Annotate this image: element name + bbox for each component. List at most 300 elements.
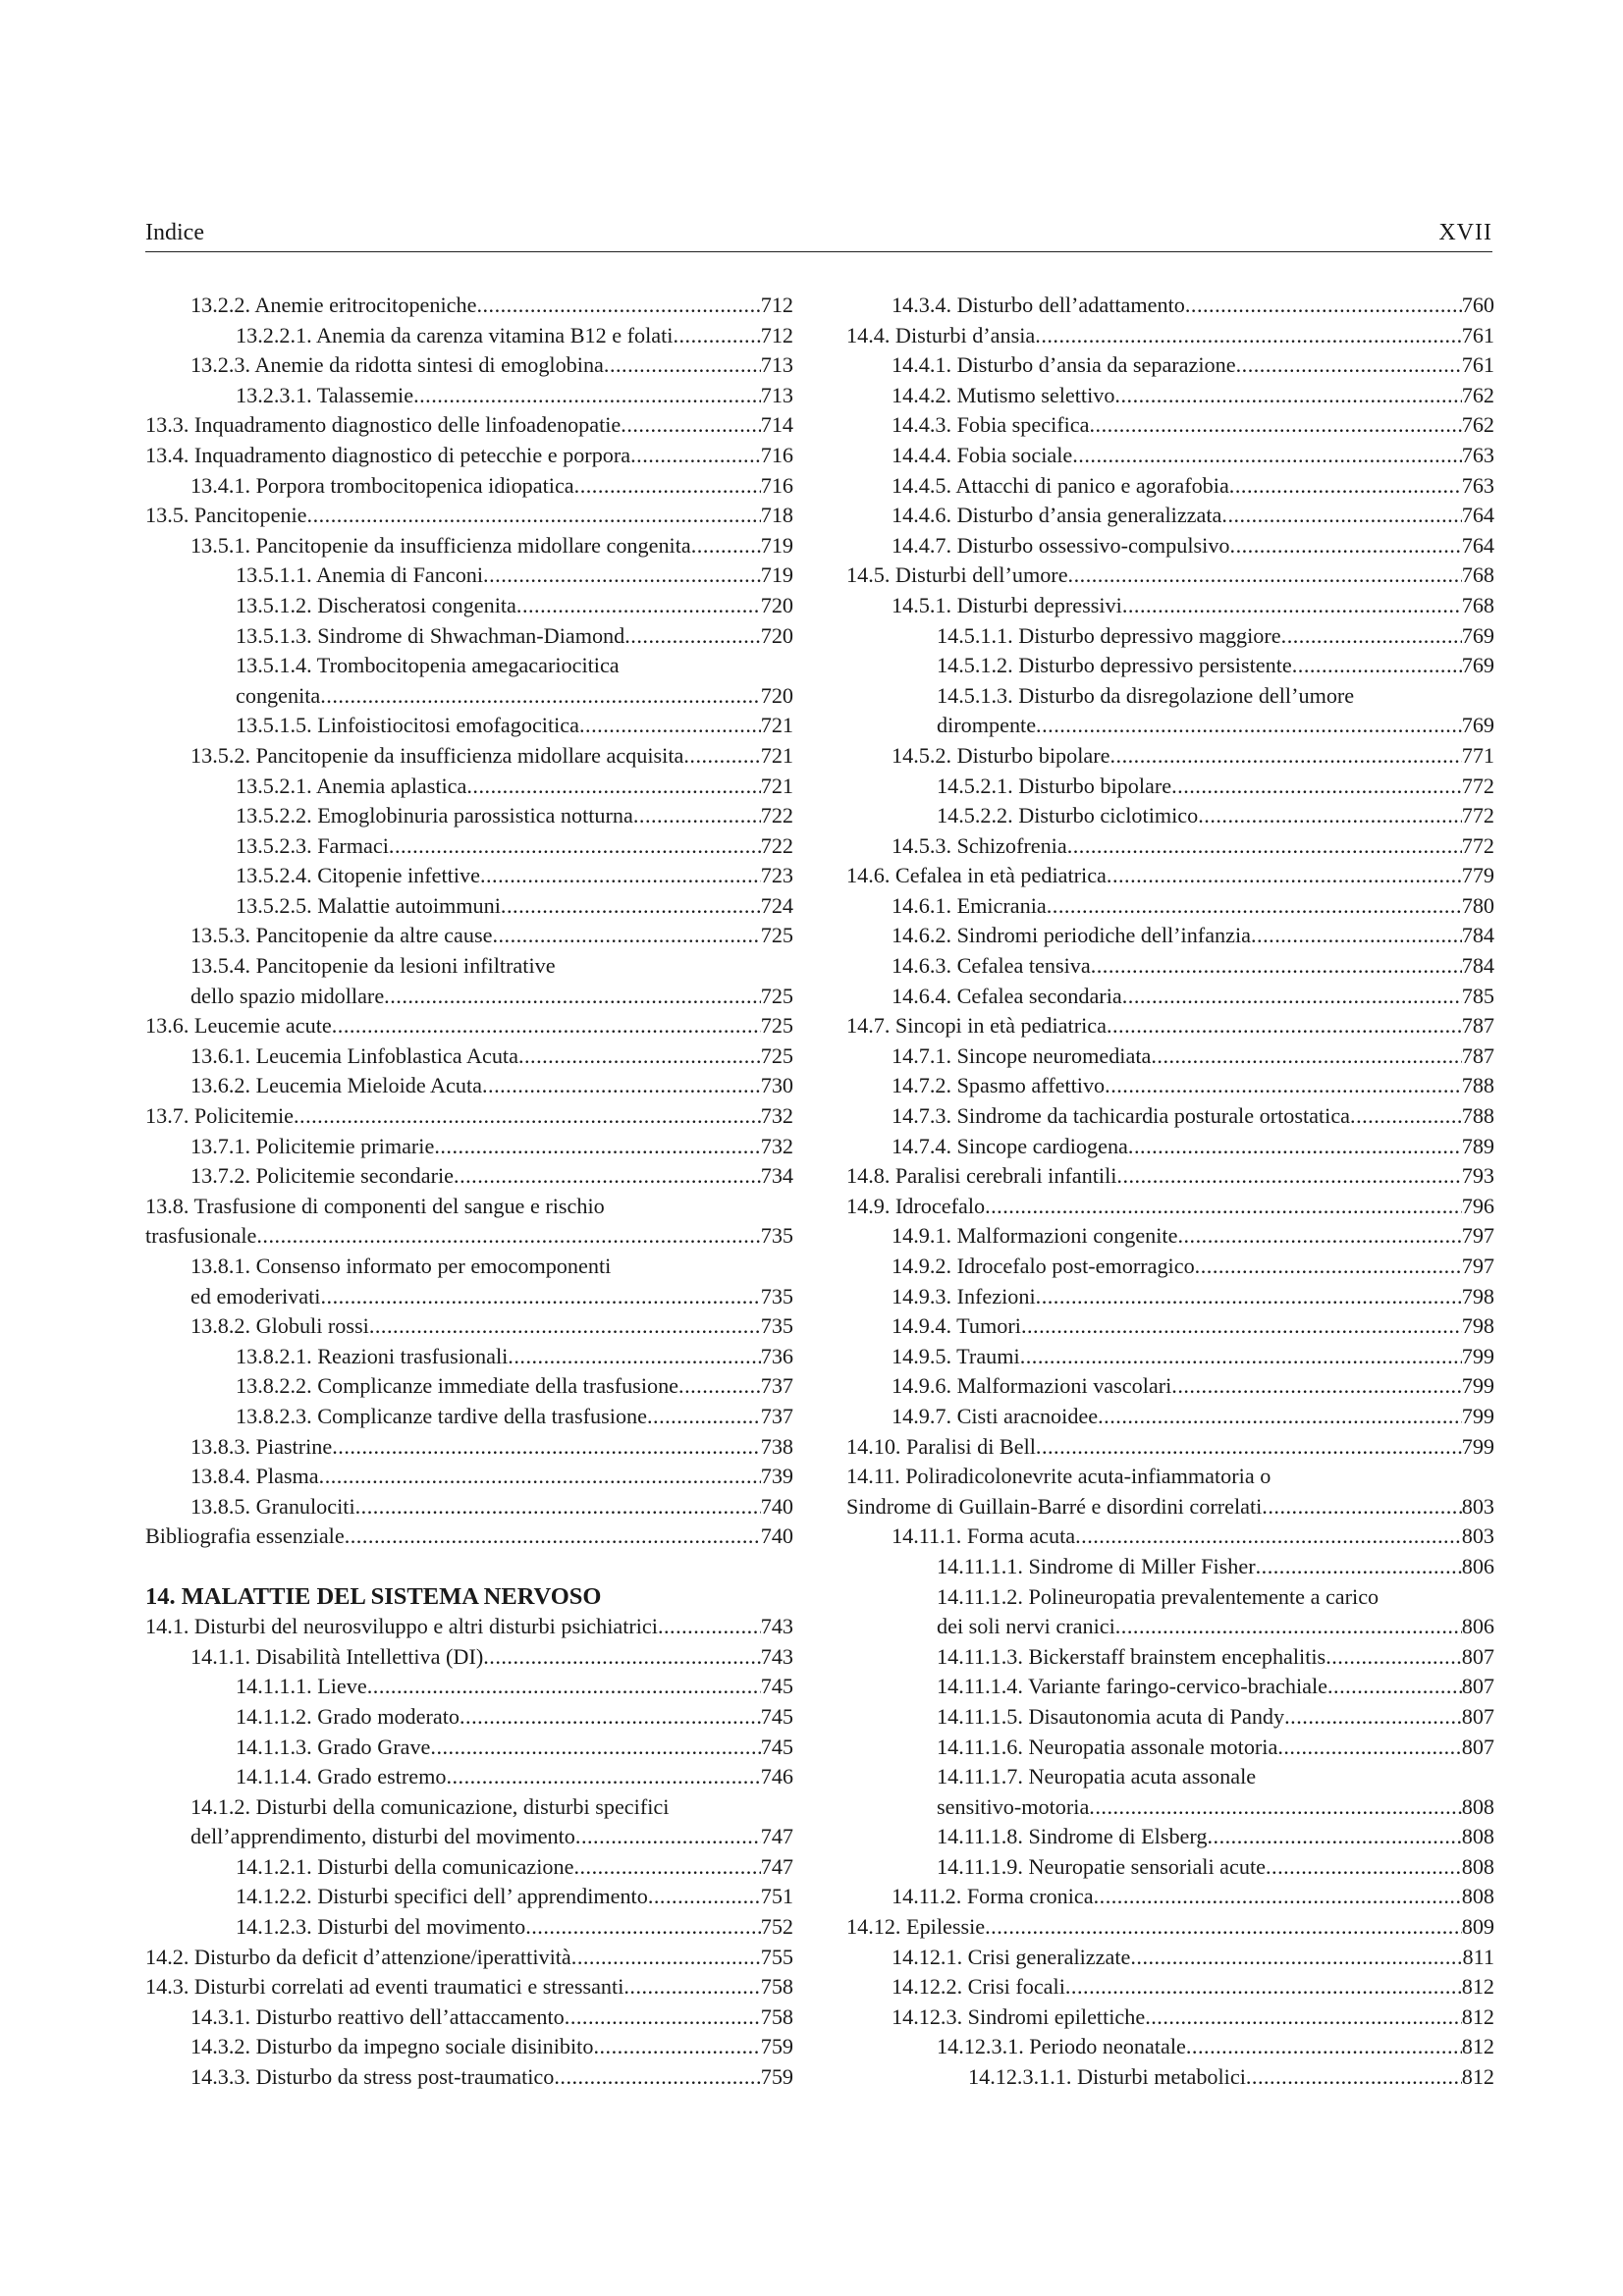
toc-entry [145, 1912, 793, 1943]
dot-leader [320, 1282, 760, 1312]
toc-entry-title: 14.6. Cefalea in età pediatrica [846, 863, 1107, 888]
toc-entry-title: 13.5.2. Pancitopenie da insufficienza midollare acquisita [190, 742, 684, 768]
toc-page-number: 808 [1461, 1793, 1494, 1819]
toc-page-number: 812 [1461, 1974, 1494, 2000]
toc-page-number: 735 [760, 1283, 793, 1308]
toc-entry-title: 14.1.1. Disabilità Intellettiva (DI) [190, 1643, 484, 1669]
dot-leader [623, 1972, 760, 2002]
toc-entry-title: 14.11.1.9. Neuropatie sensoriali acute [937, 1853, 1266, 1879]
dot-leader [1107, 861, 1462, 891]
dot-leader [1177, 1221, 1461, 1252]
toc-entry [145, 1161, 793, 1192]
toc-entry-title: 14.4.5. Attacchi di panico e agorafobia [892, 472, 1229, 498]
toc-entry [846, 321, 1494, 351]
toc-entry-title: 14.9.4. Tumori [892, 1313, 1021, 1339]
toc-entry-title: 14.10. Paralisi di Bell [846, 1433, 1036, 1459]
toc-entry-title: 14.11.1.8. Sindrome di Elsberg [937, 1824, 1208, 1849]
toc-entry [846, 441, 1494, 471]
toc-entry-title: 14.1.1.1. Lieve [236, 1674, 367, 1699]
toc-entry-title: 14.7.4. Sincope cardiogena [892, 1133, 1128, 1158]
toc-entry-title: 14.12.1. Crisi generalizzate [892, 1944, 1131, 1969]
toc-page-number: 721 [760, 773, 793, 798]
toc-page-number: 796 [1461, 1193, 1494, 1218]
toc-entry-title: 13.6.2. Leucemia Mieloide Acuta [190, 1073, 482, 1098]
toc-page-number: 738 [760, 1433, 793, 1459]
toc-entry-title: 13.7. Policitemie [145, 1103, 294, 1129]
toc-entry-title: 14.9.5. Traumi [892, 1343, 1020, 1368]
toc-entry [145, 1282, 793, 1312]
dot-leader [1036, 1432, 1462, 1463]
toc-entry [145, 1132, 793, 1162]
toc-page-number: 803 [1461, 1523, 1494, 1549]
toc-entry [846, 350, 1494, 381]
toc-entry-title: 13.2.3.1. Talassemie [236, 382, 414, 407]
toc-entry [145, 1311, 793, 1342]
toc-entry-title: 14.11.1.1. Sindrome di Miller Fisher [937, 1553, 1256, 1578]
chapter-heading: 14. MALATTIE DEL SISTEMA NERVOSO [145, 1582, 602, 1610]
toc-entry-title: sensitivo-motoria [937, 1793, 1090, 1819]
dot-leader [1094, 1882, 1462, 1912]
toc-entry [145, 1852, 793, 1883]
toc-page-number: 807 [1461, 1674, 1494, 1699]
dot-leader [1114, 381, 1461, 411]
toc-entry [145, 1221, 793, 1252]
dot-leader [369, 1311, 761, 1342]
toc-entry-title: 14.7.3. Sindrome da tachicardia posturale ortostatica [892, 1103, 1351, 1129]
toc-entry [145, 982, 793, 1012]
toc-page-number: 739 [760, 1464, 793, 1489]
toc-entry-title: 14.5.3. Schizofrenia [892, 832, 1067, 858]
dot-leader [554, 2062, 760, 2093]
toc-entry [145, 1342, 793, 1372]
running-head: Indice [145, 220, 204, 245]
toc-entry [846, 1432, 1494, 1463]
toc-entry [846, 1041, 1494, 1072]
toc-entry [145, 2032, 793, 2062]
toc-entry [846, 711, 1494, 741]
toc-entry [145, 561, 793, 591]
toc-page-number: 735 [760, 1313, 793, 1339]
toc-page-number: 745 [760, 1674, 793, 1699]
toc-page-number: 808 [1461, 1824, 1494, 1849]
toc-entry [145, 1972, 793, 2002]
toc-page-number: 799 [1461, 1433, 1494, 1459]
dot-leader [1145, 2002, 1462, 2033]
toc-page-number: 787 [1461, 1042, 1494, 1068]
dot-leader [508, 1342, 760, 1372]
dot-leader [1021, 1311, 1462, 1342]
toc-page-number: 732 [760, 1103, 793, 1129]
toc-entry-title: 13.5.2.1. Anemia aplastica [236, 773, 467, 798]
toc-entry [846, 801, 1494, 831]
toc-entry-title: 14.4.2. Mutismo selettivo [892, 382, 1115, 407]
dot-leader [1327, 1672, 1462, 1702]
toc-entry-title: 14.3.1. Disturbo reattivo dell’attaccamento [190, 2003, 565, 2029]
toc-entry [145, 741, 793, 772]
dot-leader [1036, 711, 1462, 741]
dot-leader [1230, 531, 1462, 561]
toc-page-number: 799 [1461, 1343, 1494, 1368]
toc-page-number: 736 [760, 1343, 793, 1368]
dot-leader [621, 410, 760, 441]
dot-leader [256, 1221, 760, 1252]
toc-page-number: 720 [760, 592, 793, 617]
dot-leader [307, 501, 761, 531]
toc-entry [846, 1221, 1494, 1252]
dot-leader [579, 711, 761, 741]
dot-leader [575, 1822, 761, 1852]
toc-page-number: 734 [760, 1163, 793, 1189]
toc-page-number: 798 [1461, 1313, 1494, 1339]
toc-entry-line: 14.11.1.2. Polineuropatia prevalentemente a carico [937, 1583, 1380, 1609]
toc-page-number: 764 [1461, 532, 1494, 558]
toc-entry-title: 13.5.1. Pancitopenie da insufficienza midollare congenita [190, 532, 691, 558]
dot-leader [466, 772, 760, 802]
toc-page-number: 798 [1461, 1283, 1494, 1308]
toc-entry [846, 1912, 1494, 1943]
toc-entry [846, 1132, 1494, 1162]
dot-leader [1115, 1612, 1462, 1642]
toc-page-number: 737 [760, 1403, 793, 1428]
toc-page-number: 812 [1461, 2003, 1494, 2029]
toc-entry [145, 1071, 793, 1101]
toc-page-number: 730 [760, 1073, 793, 1098]
toc-entry-title: 14.5.1. Disturbi depressivi [892, 592, 1122, 617]
toc-page-number: 743 [760, 1643, 793, 1669]
dot-leader [384, 982, 761, 1012]
toc-entry [846, 2002, 1494, 2033]
toc-page-number: 725 [760, 923, 793, 948]
toc-entry [145, 321, 793, 351]
toc-page-number: 732 [760, 1133, 793, 1158]
toc-page-number: 771 [1461, 742, 1494, 768]
toc-entry-title: dei soli nervi cranici [937, 1614, 1115, 1639]
dot-leader [413, 381, 761, 411]
toc-page-number: 721 [760, 713, 793, 738]
toc-entry [846, 921, 1494, 951]
toc-entry-title: 14.4.3. Fobia specifica [892, 412, 1090, 438]
toc-entry [846, 772, 1494, 802]
dot-leader [1236, 350, 1462, 381]
toc-page-number: 797 [1461, 1223, 1494, 1249]
toc-entry-title: 13.5.1.2. Discheratosi congenita [236, 592, 516, 617]
toc-entry [846, 1192, 1494, 1222]
toc-entry [846, 741, 1494, 772]
dot-leader [501, 891, 761, 922]
toc-page-number: 807 [1461, 1734, 1494, 1759]
toc-right-column [846, 291, 1494, 2093]
toc-page-number: 807 [1461, 1703, 1494, 1729]
dot-leader [604, 350, 761, 381]
dot-leader [573, 1852, 760, 1883]
dot-leader [1122, 982, 1462, 1012]
dot-leader [1262, 1492, 1461, 1522]
dot-leader [454, 1161, 761, 1192]
dot-leader [1325, 1642, 1462, 1673]
toc-entry [846, 1522, 1494, 1552]
toc-page-number: 747 [760, 1824, 793, 1849]
toc-page-number: 712 [760, 293, 793, 317]
toc-entry-title: 14.11.2. Forma cronica [892, 1884, 1094, 1909]
toc-entry-title: 14.7.1. Sincope neuromediata [892, 1042, 1152, 1068]
toc-page-number: 809 [1461, 1914, 1494, 1940]
toc-page-number: 806 [1461, 1553, 1494, 1578]
dot-leader [434, 1132, 760, 1162]
dot-leader [624, 621, 760, 652]
toc-entry-title: 14.5.1.2. Disturbo depressivo persistente [937, 653, 1292, 678]
dot-leader [673, 321, 760, 351]
toc-entry-title: 14.12.3. Sindromi epilettiche [892, 2003, 1146, 2029]
toc-entry [846, 2032, 1494, 2062]
toc-page-number: 719 [760, 562, 793, 588]
toc-page-number: 725 [760, 1013, 793, 1039]
toc-page-number: 716 [760, 442, 793, 467]
toc-entry [846, 1972, 1494, 2002]
toc-page-number: 725 [760, 1042, 793, 1068]
dot-leader [1195, 1252, 1462, 1282]
dot-leader [1251, 921, 1462, 951]
toc-page-number: 768 [1461, 562, 1494, 588]
dot-leader [320, 681, 760, 712]
dot-leader [1171, 1371, 1461, 1402]
toc-left-column [145, 291, 793, 2093]
dot-leader [985, 1912, 1462, 1943]
toc-entry-title: 14.6.3. Cefalea tensiva [892, 953, 1091, 979]
toc-entry-title: congenita [236, 682, 321, 708]
toc-entry [846, 531, 1494, 561]
toc-entry-title: 14.7. Sincopi in età pediatrica [846, 1013, 1107, 1039]
toc-entry-title: 13.8.2. Globuli rossi [190, 1313, 369, 1339]
toc-entry-title: 14.3.4. Disturbo dell’adattamento [892, 293, 1185, 317]
dot-leader [492, 921, 760, 951]
dot-leader [1256, 1552, 1462, 1582]
toc-page-number: 759 [760, 2034, 793, 2059]
toc-entry-line: 13.8. Trasfusione di componenti del sangue e rischio [145, 1193, 605, 1218]
dot-leader [1350, 1101, 1462, 1132]
toc-page-number: 789 [1461, 1133, 1494, 1158]
toc-page-number: 759 [760, 2064, 793, 2090]
toc-entry [145, 1822, 793, 1852]
dot-leader [1277, 1733, 1461, 1763]
toc-entry [846, 1943, 1494, 1973]
toc-entry [846, 1642, 1494, 1673]
dot-leader [518, 1041, 761, 1072]
toc-entry [145, 2062, 793, 2093]
toc-entry-title: 14.3.2. Disturbo da impegno sociale disinibito [190, 2034, 594, 2059]
dot-leader [1020, 1342, 1462, 1372]
toc-page-number: 806 [1461, 1614, 1494, 1639]
toc-entry-title: 14.9.1. Malformazioni congenite [892, 1223, 1178, 1249]
toc-entry-title: 14.1.2.3. Disturbi del movimento [236, 1914, 526, 1940]
toc-page-number: 745 [760, 1734, 793, 1759]
toc-entry-title: 13.8.2.1. Reazioni trasfusionali [236, 1343, 509, 1368]
dot-leader [1090, 410, 1462, 441]
toc-entry [846, 1672, 1494, 1702]
toc-entry [145, 501, 793, 531]
toc-page-number: 721 [760, 742, 793, 768]
toc-entry-line: 14.1.2. Disturbi della comunicazione, disturbi specifici [190, 1793, 670, 1819]
toc-entry-title: 14.4. Disturbi d’ansia [846, 322, 1036, 347]
toc-entry-title: 13.4. Inquadramento diagnostico di petecchie e porpora [145, 442, 631, 467]
toc-entry-title: 14.9.6. Malformazioni vascolari [892, 1373, 1172, 1399]
toc-entry [145, 831, 793, 862]
dot-leader [355, 1492, 761, 1522]
dot-leader [1105, 1071, 1462, 1101]
dot-leader [1098, 1402, 1462, 1432]
dot-leader [1047, 891, 1462, 922]
toc-entry-title: 13.5.1.5. Linfoistiocitosi emofagocitica [236, 713, 579, 738]
toc-entry [846, 621, 1494, 652]
toc-entry [145, 1432, 793, 1463]
toc-page-number: 713 [760, 382, 793, 407]
toc-entry-title: 14.7.2. Spasmo affettivo [892, 1073, 1106, 1098]
dot-leader [319, 1462, 761, 1492]
dot-leader [1065, 1972, 1462, 2002]
toc-page-number: 720 [760, 622, 793, 648]
toc-page-number: 724 [760, 892, 793, 918]
toc-entry [846, 1311, 1494, 1342]
toc-page-number: 799 [1461, 1403, 1494, 1428]
toc-entry-line: 13.5.1.4. Trombocitopenia amegacariocitica [236, 653, 620, 678]
dot-leader [1284, 1702, 1462, 1733]
dot-leader [525, 1912, 761, 1943]
toc-entry-title: 13.8.4. Plasma [190, 1464, 319, 1489]
toc-entry [145, 681, 793, 712]
toc-entry-title: 14.1.1.4. Grado estremo [236, 1764, 447, 1789]
toc-page-number: 760 [1461, 293, 1494, 317]
toc-entry [145, 1492, 793, 1522]
toc-entry-title: 14.5.2.2. Disturbo ciclotimico [937, 803, 1199, 828]
toc-entry [846, 651, 1494, 681]
toc-entry-title: 14.12.3.1.1. Disturbi metabolici [968, 2064, 1246, 2090]
dot-leader [574, 471, 761, 502]
toc-page-number: 808 [1461, 1884, 1494, 1909]
toc-entry-title: 14.1.2.1. Disturbi della comunicazione [236, 1853, 574, 1879]
toc-entry [846, 1882, 1494, 1912]
toc-entry [145, 772, 793, 802]
toc-entry-title: 14.4.4. Fobia sociale [892, 442, 1073, 467]
toc-page-number: 772 [1461, 832, 1494, 858]
toc-entry-title: 13.5.2.2. Emoglobinuria parossistica notturna [236, 803, 633, 828]
toc-page-number: 758 [760, 2003, 793, 2029]
dot-leader [1281, 621, 1462, 652]
toc-entry [145, 621, 793, 652]
dot-leader [1130, 1943, 1462, 1973]
toc-page-number: 719 [760, 532, 793, 558]
dot-leader [1067, 831, 1462, 862]
dot-leader [1075, 1522, 1462, 1552]
toc-page-number: 723 [760, 863, 793, 888]
toc-entry [846, 1733, 1494, 1763]
toc-page-number: 763 [1461, 442, 1494, 467]
toc-entry [145, 1762, 793, 1792]
toc-entry [145, 381, 793, 411]
toc-page-number: 713 [760, 352, 793, 378]
dot-leader [1107, 1011, 1462, 1041]
toc-entry-title: 14.4.7. Disturbo ossessivo-compulsivo [892, 532, 1230, 558]
dot-leader [480, 861, 761, 891]
dot-leader [1089, 1792, 1461, 1823]
toc-entry [846, 1702, 1494, 1733]
toc-entry [846, 1552, 1494, 1582]
toc-page-number: 737 [760, 1373, 793, 1399]
toc-entry [145, 1522, 793, 1552]
toc-entry-title: 14.1.1.2. Grado moderato [236, 1703, 460, 1729]
dot-leader [332, 1432, 761, 1463]
toc-entry-title: 13.4.1. Porpora trombocitopenica idiopatica [190, 472, 574, 498]
dot-leader [1116, 1161, 1461, 1192]
toc-entry-title: 13.5.2.3. Farmaci [236, 832, 389, 858]
toc-entry [846, 891, 1494, 922]
toc-page-number: 799 [1461, 1373, 1494, 1399]
toc-entry-title: dell’apprendimento, disturbi del movimento [190, 1824, 575, 1849]
toc-entry-title: 13.2.2. Anemie eritrocitopeniche [190, 293, 477, 317]
toc-entry-title: 13.2.2.1. Anemia da carenza vitamina B12 e folati [236, 322, 674, 347]
toc-entry [145, 1371, 793, 1402]
dot-leader [483, 1642, 760, 1673]
dot-leader [389, 831, 761, 862]
toc-entry-title: 14.9.2. Idrocefalo post-emorragico [892, 1254, 1195, 1278]
toc-entry-title: 14.1.2.2. Disturbi specifici dell’ apprendimento [236, 1884, 648, 1909]
dot-leader [332, 1011, 761, 1041]
dot-leader [1186, 2032, 1462, 2062]
dot-leader [516, 591, 761, 621]
toc-entry [145, 1011, 793, 1041]
page-header [145, 214, 1492, 252]
toc-entry-title: ed emoderivati [190, 1283, 321, 1308]
toc-page-number: 788 [1461, 1103, 1494, 1129]
toc-entry [846, 1011, 1494, 1041]
toc-entry-title: 14.5.1.1. Disturbo depressivo maggiore [937, 622, 1281, 648]
toc-entry [846, 561, 1494, 591]
toc-page-number: 712 [760, 322, 793, 347]
toc-entry-title: 14.6.1. Emicrania [892, 892, 1047, 918]
dot-leader [658, 1612, 761, 1642]
toc-page-number: 763 [1461, 472, 1494, 498]
toc-entry [145, 1733, 793, 1763]
toc-entry-title: 13.8.2.3. Complicanze tardive della trasfusione [236, 1403, 647, 1428]
toc-entry-title: 14.11.1.6. Neuropatia assonale motoria [937, 1734, 1278, 1759]
toc-page-number: 784 [1461, 953, 1494, 979]
dot-leader [633, 801, 761, 831]
toc-page-number: 722 [760, 832, 793, 858]
toc-entry [846, 291, 1494, 321]
toc-entry [145, 1702, 793, 1733]
toc-entry [846, 2062, 1494, 2093]
toc-entry-title: 14.12.2. Crisi focali [892, 1974, 1065, 2000]
toc-entry-title: 14.3.3. Disturbo da stress post-traumatico [190, 2064, 555, 2090]
toc-entry-title: 14.11.1. Forma acuta [892, 1523, 1076, 1549]
toc-page-number: 769 [1461, 713, 1494, 738]
toc-entry [145, 1943, 793, 1973]
dot-leader [483, 561, 761, 591]
toc-entry-title: 13.8.2.2. Complicanze immediate della trasfusione [236, 1373, 679, 1399]
toc-entry [145, 2002, 793, 2033]
toc-entry-title: trasfusionale [145, 1223, 257, 1249]
toc-entry [145, 891, 793, 922]
toc-page-number: 764 [1461, 503, 1494, 528]
dot-leader [482, 1071, 761, 1101]
toc-page-number: 747 [760, 1853, 793, 1879]
dot-leader [1122, 591, 1462, 621]
toc-entry [846, 1822, 1494, 1852]
toc-entry [846, 1492, 1494, 1522]
toc-entry-title: 14.11.1.5. Disautonomia acuta di Pandy [937, 1703, 1285, 1729]
dot-leader [648, 1882, 761, 1912]
toc-entry [846, 861, 1494, 891]
toc-entry [145, 1672, 793, 1702]
toc-page-number: 743 [760, 1614, 793, 1639]
